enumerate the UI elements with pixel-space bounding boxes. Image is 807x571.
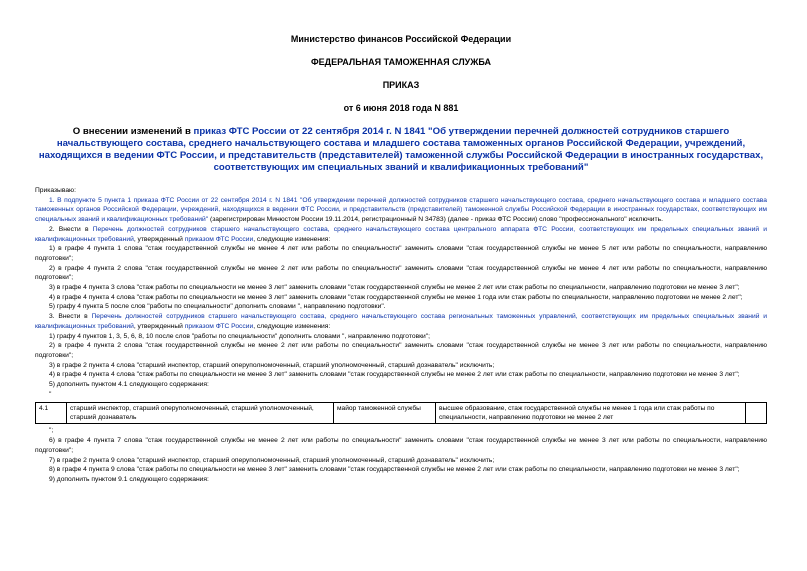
intro-line: Приказываю: [35,187,76,194]
quote-close: "; [49,427,54,435]
doc-type-heading: ПРИКАЗ [382,80,420,90]
list-item: 5) дополнить пунктом 4.1 следующего содержания: [49,381,209,389]
table-cell-positions: старший инспектор, старший оперуполномоченный, старший уполномоченный, старший дознаватель [67,403,334,424]
paragraph-3 [35,312,767,331]
list-item: 7) в графе 2 пункта 9 слова "старший инспектор, старший оперуполномоченный, старший уполномоченный, старший дознаватель" исключить; [49,456,495,464]
list-item: 9) дополнить пунктом 9.1 следующего содержания: [49,475,209,483]
list-item: 4) в графе 4 пункта 4 слова "стаж работы по специальности не менее 3 лет" заменить словами "стаж государственной службы не менее 1 года или стаж работы по специальности, направлению подготовки не менее 2 лет"; [49,293,743,301]
paragraph-1 [35,196,767,225]
paragraph-3-post: , следующие изменения: [253,322,331,330]
paragraph-3-link[interactable]: Перечень должностей сотрудников старшего начальствующего состава, среднего начальствующего состава региональных таможенных управлений, соответствующих им предельных специальных званий и квалификационных требований [35,313,767,330]
list-item: 6) в графе 4 пункта 7 слова "стаж государственной службы не менее 2 лет или работы по специальности" заменить словами "стаж государственной службы не менее 3 лет или работы по специальности, направлению подготовки"; [35,437,767,454]
document-body [35,186,767,485]
list-item: 1) графу 4 пунктов 1, 3, 5, 6, 8, 10 после слов "работы по специальности" дополнить словами ", направлению подготовки"; [49,332,431,340]
ministry-heading: Министерство финансов Российской Федерации [290,34,512,44]
paragraph-2-mid: , утвержденный [133,235,185,243]
table-cell-requirements: высшее образование, стаж государственной службы не менее 1 года или стаж работы по специальности, направлению подготовки не менее 2 лет [436,403,746,424]
title-order-link[interactable]: приказ ФТС России от 22 сентября 2014 г. N 1841 "Об утверждении перечней должностей сотрудников старшего начальствующего состава, среднего начальствующего состава и младшего состава таможенных органов Российской Федерации, учреждений, находящихся в ведении ФТС России, и представительств (представителей) таможенной службы Российской Федерации в иностранных государствах, соответствующих им специальных званий и квалификационных требований" [38,126,764,173]
paragraph-2 [35,225,767,244]
list-item: 5) графу 4 пункта 5 после слов "работы по специальности" дополнить словами ", направлению подготовки". [49,303,386,311]
list-item: 3) в графе 2 пункта 4 слова "старший инспектор, старший оперуполномоченный, старший уполномоченный, старший дознаватель" исключить; [49,361,495,369]
document-title [31,126,771,174]
paragraph-3-mid: , утвержденный [133,322,185,330]
quote-open: " [49,390,52,398]
list-item: 3) в графе 4 пункта 3 слова "стаж работы по специальности не менее 3 лет" заменить словами "стаж государственной службы не менее 2 лет или стаж работы по специальности, направлению подготовки не менее 3 лет"; [49,284,740,292]
list-item: 8) в графе 4 пункта 9 слова "стаж работы по специальности не менее 3 лет" заменить словами "стаж государственной службы не менее 2 лет или стаж работы по специальности, направлению подготовки не менее 3 лет"; [49,466,740,474]
table-cell-rank: майор таможенной службы [334,403,436,424]
list-item: 1) в графе 4 пункта 1 слова "стаж государственной службы не менее 4 лет или работы по специальности" заменить словами "стаж государственной службы не менее 5 лет или работы по специальности, направлению подготовки"; [35,245,767,262]
table-row [36,403,767,424]
paragraph-3-pre: 3. Внести в [49,313,92,321]
date-number-heading: от 6 июня 2018 года N 881 [343,103,459,113]
service-heading: ФЕДЕРАЛЬНАЯ ТАМОЖЕННАЯ СЛУЖБА [310,57,492,67]
table-cell-last [746,403,767,424]
list-item: 4) в графе 4 пункта 4 слова "стаж работы по специальности не менее 3 лет" заменить словами "стаж государственной службы не менее 2 лет или стаж работы по специальности, направлению подготовки не менее 3 лет"; [49,371,740,379]
paragraph-2-pre: 2. Внести в [49,225,93,233]
list-item: 2) в графе 4 пункта 2 слова "стаж государственной службы не менее 2 лет или работы по специальности" заменить словами "стаж государственной службы не менее 4 лет или работы по специальности, направлению подготовки"; [35,264,767,282]
paragraph-1-link[interactable]: 1. В подпункте 5 пункта 1 приказа ФТС России от 22 сентября 2014 г. N 1841 "Об утверждении перечней должностей сотрудников старшего начальствующего состава, среднего начальствующего состава и младшего состава таможенных органов Российской Федерации, учреждений, находящихся в ведении ФТС России, и представительств (представителей) таможенной службы Российской Федерации в иностранных государствах, соответствующих им специальных званий и квалификационных требований" [35,196,767,224]
paragraph-2-post: , следующие изменения: [253,235,331,243]
paragraph-3-link2[interactable]: приказом ФТС России [184,322,254,330]
paragraph-1-text: (зарегистрирован Минюстом России 19.11.2014, регистрационный N 34783) (далее - приказ ФТС России) слово "профессионального" исключить. [208,216,663,224]
table-cell-number: 4.1 [36,403,67,424]
amendment-table [35,402,767,424]
paragraph-2-link2[interactable]: приказом ФТС России [184,235,254,243]
list-item: 2) в графе 4 пункта 2 слова "стаж государственной службы не менее 2 лет или работы по специальности" заменить словами "стаж государственной службы не менее 3 лет или работы по специальности, направлению подготовки"; [35,342,767,359]
title-prefix: О внесении изменений в [72,126,194,137]
paragraph-2-link[interactable]: Перечень должностей сотрудников старшего начальствующего состава, среднего начальствующего состава центрального аппарата ФТС России, соответствующих им предельных специальных званий и квалификационных требований [35,225,767,243]
